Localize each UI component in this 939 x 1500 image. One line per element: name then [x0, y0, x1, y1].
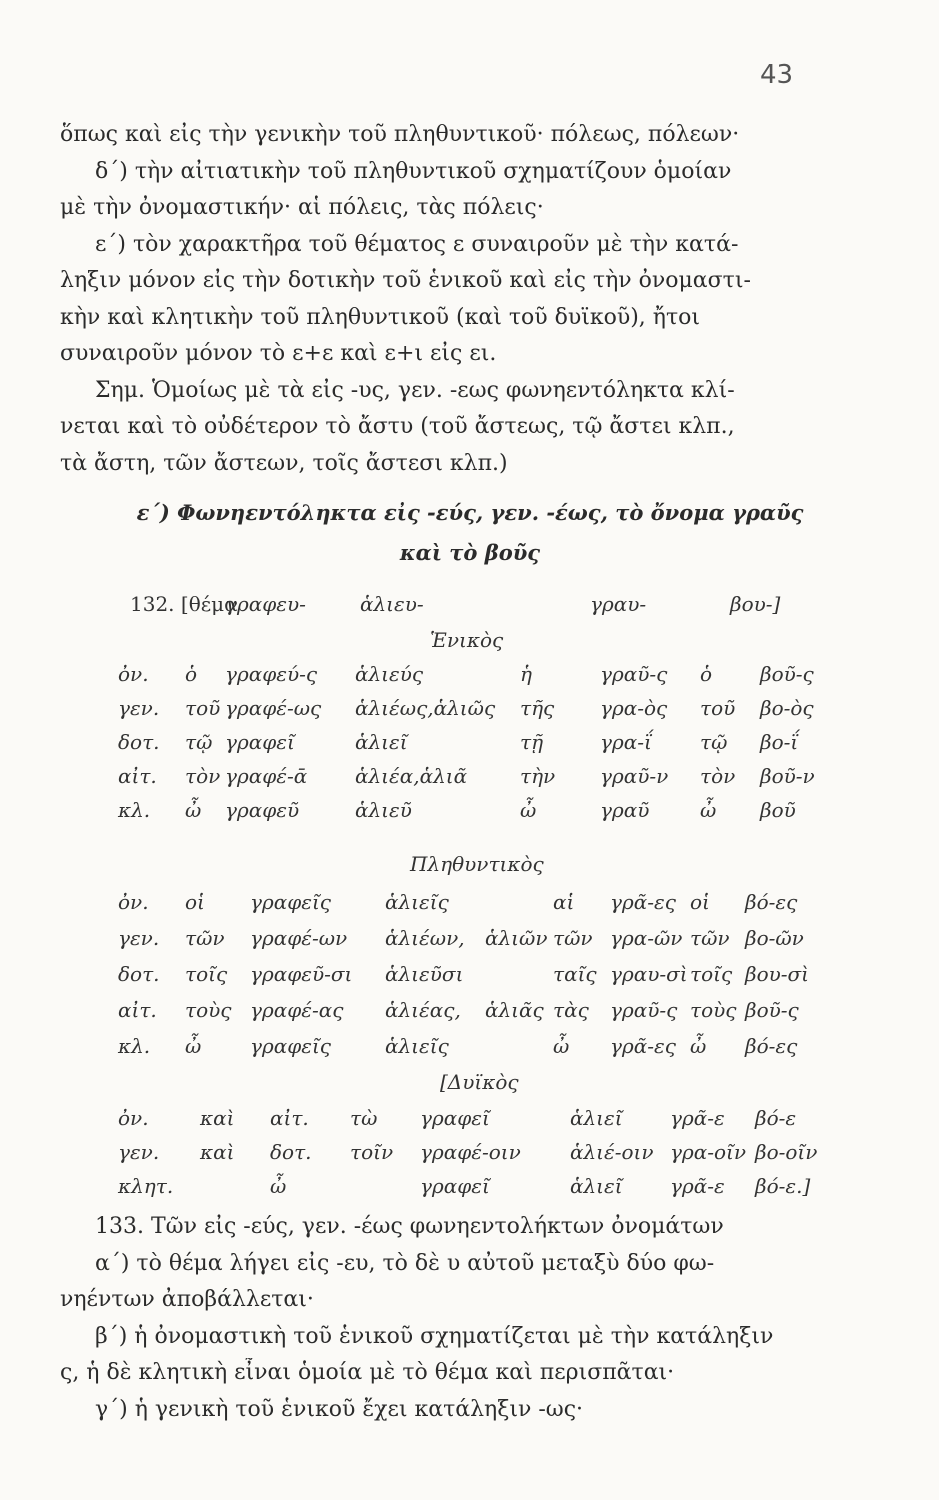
table-cell: ἁλιεῦ	[355, 798, 412, 822]
table-cell: γραυ-	[590, 592, 647, 616]
table-cell: γραφεῖς	[250, 1034, 331, 1058]
table-cell: ἁλιεῖ	[570, 1174, 623, 1198]
table-row	[0, 798, 939, 832]
table-cell: γραφεύ-ς	[225, 662, 318, 686]
table-cell: τοῖς	[185, 962, 228, 986]
text-line: α΄) τὸ θέμα λήγει εἰς -ευ, τὸ δὲ υ αὐτοῦ μεταξὺ δύο φω-	[95, 1250, 715, 1276]
text-line: ς, ἡ δὲ κλητικὴ εἶναι ὁμοία μὲ τὸ θέμα καὶ περισπᾶται·	[60, 1360, 675, 1385]
table-row	[0, 764, 939, 798]
table-cell: γρᾶ-ες	[610, 1034, 676, 1058]
table-cell: ὦ	[690, 1034, 707, 1058]
table-cell: ἁλιεῖς	[385, 1034, 449, 1058]
table-cell: κλητ.	[118, 1174, 174, 1198]
table-cell: δοτ.	[118, 962, 160, 986]
table-cell: γεν.	[118, 926, 160, 950]
table-cell: τοῦ	[700, 696, 736, 720]
text-line: Σημ. Ὁμοίως μὲ τὰ εἰς -υς, γεν. -εως φωνηεντόληκτα κλί-	[95, 377, 735, 403]
table-cell: βου-σὶ	[745, 962, 810, 986]
table-cell: ἁλιέως,ἁλιῶς	[355, 696, 496, 720]
table-cell: 132. [θέμα	[130, 592, 238, 616]
table-cell: γραυ-σὶ	[610, 962, 688, 986]
table-cell: οἱ	[690, 890, 710, 914]
table-row	[0, 696, 939, 730]
table-cell: ἁλιεύς	[355, 662, 424, 686]
table-row	[0, 1174, 939, 1208]
table-cell: τοῦ	[185, 696, 221, 720]
table-row	[0, 1106, 939, 1140]
table-cell: γεν.	[118, 1140, 160, 1164]
table-cell: τοὺς	[690, 998, 737, 1022]
table-cell: γραφεῦ	[225, 798, 300, 822]
table-cell: ἁλιεῖ	[570, 1106, 623, 1130]
table-cell: γραῦ-ς	[610, 998, 678, 1022]
table-cell: γρᾶ-ες	[610, 890, 676, 914]
table-cell: ταῖς	[553, 962, 597, 986]
table-cell: ἡ	[520, 662, 532, 686]
table-cell: τὸν	[700, 764, 736, 788]
table-cell: γραφέ-ᾱ	[225, 764, 308, 788]
table-cell: βό-ε.]	[755, 1174, 811, 1198]
table-cell: τοῖν	[350, 1140, 394, 1164]
table-row	[0, 1140, 939, 1174]
table-cell: ἁλιεῦσι	[385, 962, 464, 986]
table-cell: τὼ	[350, 1106, 378, 1130]
table-cell: γραφεῖς	[250, 890, 331, 914]
table-cell: αἰτ.	[118, 998, 157, 1022]
text-line: ε΄) τὸν χαρακτῆρα τοῦ θέματος ε συναιροῦν μὲ τὴν κατά-	[95, 231, 739, 257]
table-cell: τῷ	[700, 730, 728, 754]
table-cell: γραφευ-	[225, 592, 306, 616]
table-cell: γρᾶ-ε	[670, 1174, 725, 1198]
table-cell: δοτ.	[118, 730, 160, 754]
table-row	[0, 662, 939, 696]
table-cell: ὦ	[185, 1034, 202, 1058]
table-cell: τὰς	[553, 998, 589, 1022]
table-cell: γρα-ῶν	[610, 926, 683, 950]
text-line: κὴν καὶ κλητικὴν τοῦ πληθυντικοῦ (καὶ τοῦ δυϊκοῦ), ἤτοι	[60, 304, 701, 330]
table-cell: τῆς	[520, 696, 555, 720]
table-cell: ὀν.	[118, 1106, 149, 1130]
table-cell: γραῦ	[600, 798, 650, 822]
text-line: γ΄) ἡ γενικὴ τοῦ ἑνικοῦ ἔχει κατάληξιν -ως·	[95, 1396, 584, 1422]
table-cell: βοῦ	[760, 798, 796, 822]
table-cell: γραφεῦ-σι	[250, 962, 353, 986]
table-cell: γραφεῖ	[420, 1174, 490, 1198]
table-cell: ὀν.	[118, 662, 149, 686]
table-cell: βοῦ-ς	[760, 662, 814, 686]
text-line: ληξιν μόνον εἰς τὴν δοτικὴν τοῦ ἑνικοῦ καὶ εἰς τὴν ὀνομαστι-	[60, 268, 751, 293]
table-cell: τῷ	[185, 730, 213, 754]
table-cell: τῶν	[185, 926, 225, 950]
table-cell: γρα-ὸς	[600, 696, 668, 720]
table-cell: τοὺς	[185, 998, 232, 1022]
table-cell: βό-ες	[745, 1034, 798, 1058]
text-line: τὰ ἄστη, τῶν ἄστεων, τοῖς ἄστεσι κλπ.)	[60, 450, 508, 476]
table-cell: ἁλιᾶς	[485, 998, 544, 1022]
table-cell: βοῦ-ν	[760, 764, 815, 788]
table-cell: βοῦ-ς	[745, 998, 799, 1022]
table-cell: γρα-οῖν	[670, 1140, 747, 1164]
table-cell: βό-ε	[755, 1106, 797, 1130]
table-cell: βου-]	[730, 592, 781, 616]
table-row	[0, 926, 939, 960]
table-cell: ἁλιέων,	[385, 926, 465, 950]
table-cell: ὦ	[520, 798, 537, 822]
table-cell: γραῦ-ν	[600, 764, 669, 788]
table-row	[0, 890, 939, 924]
table-cell: γρᾶ-ε	[670, 1106, 725, 1130]
table-cell: ἁλιευ-	[360, 592, 424, 616]
table-row	[0, 730, 939, 764]
table-cell: καὶ	[200, 1140, 235, 1164]
text-line: ὅπως καὶ εἰς τὴν γενικὴν τοῦ πληθυντικοῦ· πόλεως, πόλεων·	[60, 122, 740, 147]
table-cell: τὴν	[520, 764, 556, 788]
table-cell: ἁλιῶν	[485, 926, 548, 950]
table-cell: γραῦ-ς	[600, 662, 668, 686]
table-cell: αἰτ.	[118, 764, 157, 788]
table-cell: γεν.	[118, 696, 160, 720]
table-cell: ὦ	[700, 798, 717, 822]
table-cell: ὦ	[553, 1034, 570, 1058]
table-cell: γραφέ-ας	[250, 998, 344, 1022]
table-cell: ὁ	[700, 662, 713, 686]
table-cell: ἁλιέα,ἁλιᾶ	[355, 764, 468, 788]
table-cell: ἁλιέας,	[385, 998, 461, 1022]
table-cell: βο-ῶν	[745, 926, 804, 950]
text-line: 133. Τῶν εἰς -εύς, γεν. -έως φωνηεντολήκτων ὀνομάτων	[95, 1214, 724, 1239]
text-line: νηέντων ἀποβάλλεται·	[60, 1287, 314, 1312]
table-cell: βο-ὸς	[760, 696, 814, 720]
table-cell: οἱ	[185, 890, 205, 914]
table-cell: τῶν	[690, 926, 730, 950]
table-cell: αἱ	[553, 890, 575, 914]
table-cell: γραφέ-οιν	[420, 1140, 521, 1164]
table-cell: ὁ	[185, 662, 198, 686]
table-cell: ὀν.	[118, 890, 149, 914]
section-heading: ε΄) Φωνηεντόληκτα εἰς -εύς, γεν. -έως, τὸ ὄνομα γραῦς	[136, 500, 804, 525]
table-cell: τοῖς	[690, 962, 733, 986]
text-line: συναιροῦν μόνον τὸ ε+ε καὶ ε+ι εἰς ει.	[60, 341, 497, 366]
table-cell: τὸν	[185, 764, 221, 788]
table-cell: γραφέ-ων	[250, 926, 348, 950]
table-cell: ἁλιέ-οιν	[570, 1140, 654, 1164]
table-cell: ὦ	[270, 1174, 287, 1198]
table-row	[0, 998, 939, 1032]
text-line: β΄) ἡ ὀνομαστικὴ τοῦ ἑνικοῦ σχηματίζεται μὲ τὴν κατάληξιν	[95, 1323, 774, 1349]
table-cell: καὶ	[200, 1106, 235, 1130]
dual-label: [Δυϊκὸς	[440, 1070, 519, 1094]
table-cell: αἰτ.	[270, 1106, 309, 1130]
table-cell: ἁλιεῖ	[355, 730, 408, 754]
table-cell: τῶν	[553, 926, 593, 950]
table-row	[0, 1034, 939, 1068]
table-cell: γρα-ΐ	[600, 730, 652, 754]
table-cell: δοτ.	[270, 1140, 312, 1164]
table-row	[0, 962, 939, 996]
table-cell: βο-οῖν	[755, 1140, 818, 1164]
table-cell: κλ.	[118, 798, 151, 822]
table-cell: ἁλιεῖς	[385, 890, 449, 914]
page-number: 43	[760, 60, 794, 90]
table-cell: γραφεῖ	[420, 1106, 490, 1130]
table-cell: κλ.	[118, 1034, 151, 1058]
singular-label: Ἑνικὸς	[430, 628, 504, 652]
text-line: δ΄) τὴν αἰτιατικὴν τοῦ πληθυντικοῦ σχηματίζουν ὁμοίαν	[95, 158, 732, 184]
section-heading-continued: καὶ τὸ βοῦς	[399, 540, 541, 565]
plural-label: Πληθυντικὸς	[410, 852, 544, 876]
table-cell: βό-ες	[745, 890, 798, 914]
table-cell: βο-ΐ	[760, 730, 799, 754]
table-cell: γραφεῖ	[225, 730, 295, 754]
text-line: νεται καὶ τὸ οὐδέτερον τὸ ἄστυ (τοῦ ἄστεως, τῷ ἄστει κλπ.,	[60, 414, 735, 439]
table-cell: τῇ	[520, 730, 544, 754]
table-row	[0, 592, 939, 626]
text-line: μὲ τὴν ὀνομαστικήν· αἱ πόλεις, τὰς πόλεις·	[60, 195, 544, 220]
table-cell: ὦ	[185, 798, 202, 822]
table-cell: γραφέ-ως	[225, 696, 322, 720]
